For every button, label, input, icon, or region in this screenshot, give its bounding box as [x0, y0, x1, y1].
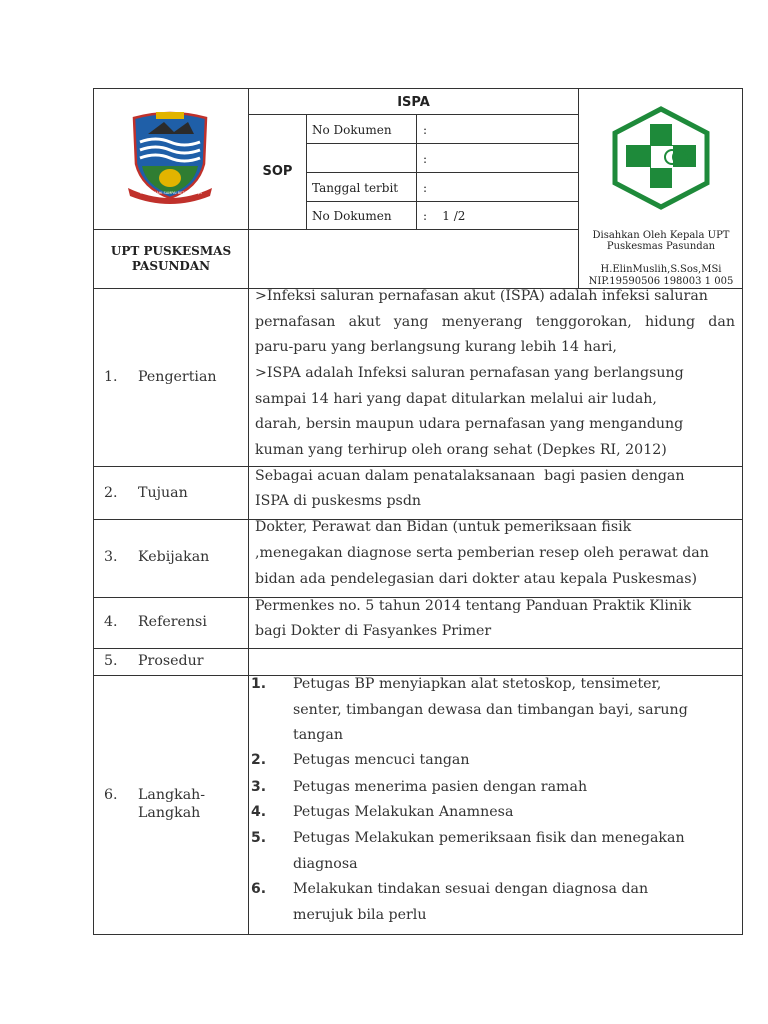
grid-meta-row3: [306, 201, 578, 202]
step-text-line: Petugas menerima pasien dengan ramah: [293, 779, 588, 795]
section-label-kebijakan: Kebijakan: [138, 549, 210, 565]
approver-nip: NIP.19590506 198003 1 005: [588, 276, 734, 287]
grid-top: [93, 88, 743, 89]
tujuan-line-1: Sebagai acuan dalam penatalaksanaan bagi pasien dengan: [255, 468, 685, 484]
step-text-line: Petugas BP menyiapkan alat stetoskop, tensimeter,: [293, 676, 662, 692]
section-label-tujuan: Tujuan: [138, 485, 188, 501]
step-1: [251, 672, 731, 750]
step-text-line: Petugas Melakukan Anamnesa: [293, 804, 514, 820]
approval-line1: Disahkan Oleh Kepala UPT: [592, 230, 730, 241]
step-number: 1.: [251, 676, 267, 692]
grid-meta-row2: [306, 172, 578, 173]
pengertian-line-6: darah, bersin maupun udara pernafasan yang mengandung: [255, 416, 684, 432]
meta-value-1: :: [423, 123, 428, 137]
step-6: [251, 877, 731, 929]
pengertian-line-3: paru-paru yang berlangsung kurang lebih 14 hari,: [255, 339, 617, 355]
section-label-langkah-2: Langkah: [138, 805, 201, 821]
step-number: 2.: [251, 752, 267, 768]
section-number-1: 1.: [104, 369, 118, 385]
step-text-line: Petugas Melakukan pemeriksaan fisik dan menegakan: [293, 830, 685, 846]
grid-title-bottom: [248, 114, 578, 115]
meta-value-4: : 1 /2: [423, 209, 466, 223]
step-text-line: diagnosa: [293, 855, 358, 872]
kebijakan-line-1: Dokter, Perawat dan Bidan (untuk pemeriksaan fisik: [255, 519, 632, 535]
step-number: 6.: [251, 881, 267, 897]
section-label-prosedur: Prosedur: [138, 653, 204, 669]
grid-right: [742, 88, 743, 935]
grid-left: [93, 88, 94, 935]
section-label-referensi: Referensi: [138, 614, 207, 630]
step-text-line: Petugas mencuci tangan: [293, 752, 470, 768]
approver-name: H.ElinMuslih,S.Sos,MSi: [600, 264, 722, 275]
meta-value-3: :: [423, 181, 428, 195]
step-text-line: Melakukan tindakan sesuai dengan diagnosa dan: [293, 881, 649, 897]
org-name-line1: UPT PUSKESMAS: [110, 244, 232, 258]
step-text-line: merujuk bila perlu: [293, 906, 427, 923]
section-number-5: 5.: [104, 653, 118, 669]
step-3: [251, 775, 731, 801]
section-number-6: 6.: [104, 787, 118, 803]
pengertian-line-2: pernafasan akut yang menyerang tenggorokan, hidung dan: [255, 314, 735, 330]
org-name-line2: PASUNDAN: [131, 259, 211, 273]
step-2: [251, 748, 731, 774]
kebijakan-line-2: ,menegakan diagnose serta pemberian resep oleh perawat dan: [255, 545, 709, 561]
meta-label-1: No Dokumen: [312, 123, 392, 137]
crest-banner-text: INTO CIMAHI SAMPAI BETAI SAHAJA: [140, 191, 202, 195]
step-4: [251, 800, 731, 826]
referensi-line-1: Permenkes no. 5 tahun 2014 tentang Panduan Praktik Klinik: [255, 598, 692, 614]
section-label-pengertian: Pengertian: [138, 369, 217, 385]
approval-line2: Puskesmas Pasundan: [606, 241, 716, 252]
step-number: 5.: [251, 830, 267, 846]
step-5: [251, 826, 731, 878]
grid-header-right: [578, 88, 579, 288]
pengertian-line-5: sampai 14 hari yang dapat ditularkan melalui air ludah,: [255, 391, 657, 407]
meta-value-2: :: [423, 152, 428, 166]
pengertian-line-7: kuman yang terhirup oleh orang sehat (Depkes RI, 2012): [255, 442, 667, 458]
tujuan-line-2: ISPA di puskesms psdn: [255, 493, 422, 509]
step-text-line: tangan: [293, 727, 343, 744]
section-number-3: 3.: [104, 549, 118, 565]
step-text-line: senter, timbangan dewasa dan timbangan bayi, sarung: [293, 701, 688, 718]
referensi-line-2: bagi Dokter di Fasyankes Primer: [255, 623, 492, 639]
document-title: ISPA: [397, 95, 430, 110]
pengertian-line-4: >ISPA adalah Infeksi saluran pernafasan yang berlangsung: [255, 365, 684, 381]
kebijakan-line-3: bidan ada pendelegasian dari dokter atau kepala Puskesmas): [255, 571, 698, 587]
meta-label-3: Tanggal terbit: [312, 181, 399, 195]
pengertian-line-1: >Infeksi saluran pernafasan akut (ISPA) adalah infeksi saluran: [255, 288, 708, 304]
sop-label: SOP: [262, 164, 293, 179]
grid-meta-row1: [306, 143, 578, 144]
section-number-2: 2.: [104, 485, 118, 501]
puskesmas-health-logo: [610, 106, 712, 210]
meta-label-4: No Dokumen: [312, 209, 392, 223]
section-label-langkah-1: Langkah-: [138, 787, 206, 803]
grid-col1: [248, 88, 249, 935]
step-number: 4.: [251, 804, 267, 820]
step-number: 3.: [251, 779, 267, 795]
grid-bottom: [93, 934, 743, 935]
grid-header-mid: [93, 229, 578, 230]
section-number-4: 4.: [104, 614, 118, 630]
